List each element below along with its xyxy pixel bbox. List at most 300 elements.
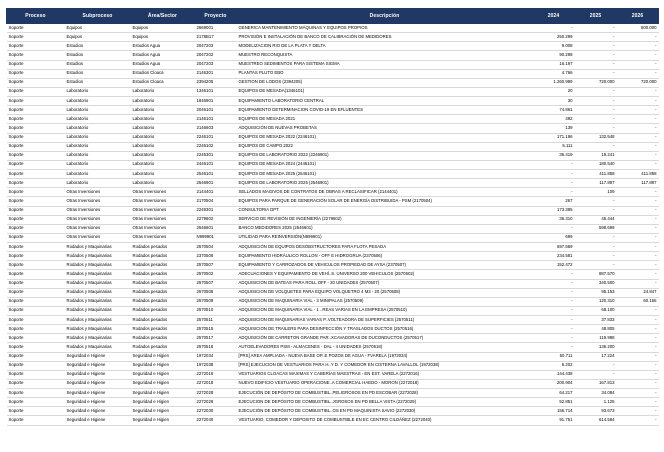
cell-proceso[interactable]: Soporte <box>7 206 65 215</box>
cell-proyecto[interactable]: 2170504 <box>195 197 237 206</box>
cell-2025[interactable]: 598.699 <box>575 224 617 233</box>
cell-2024[interactable]: 171.196 <box>533 133 575 142</box>
cell-area[interactable]: Seguridad e Higien <box>131 370 195 379</box>
table-row[interactable] <box>7 352 659 361</box>
cell-2025[interactable]: - <box>575 69 617 78</box>
cell-2026[interactable]: - <box>617 306 659 315</box>
cell-area[interactable]: Otras Inversiones <box>131 197 195 206</box>
cell-subproceso[interactable]: Rodados y Maquinarias <box>65 334 131 343</box>
cell-proceso[interactable]: Soporte <box>7 325 65 334</box>
cell-2026[interactable]: 117.897 <box>617 179 659 188</box>
cell-proyecto[interactable]: 2570507 <box>195 261 237 270</box>
cell-descripcion[interactable]: EQUIPOS PARA PARQUE DE GENERACIÓN SOLAR DE ENERGÍA DISTRIBUIDA - PSM (2170504) <box>237 197 533 206</box>
table-row[interactable] <box>7 115 659 124</box>
cell-proyecto[interactable]: 2249301 <box>195 206 237 215</box>
cell-proceso[interactable]: Soporte <box>7 151 65 160</box>
cell-2025[interactable]: 19.241 <box>575 151 617 160</box>
cell-area[interactable]: Rodados pesados <box>131 270 195 279</box>
cell-subproceso[interactable]: Seguridad e Higiene <box>65 361 131 370</box>
cell-2024[interactable]: - <box>533 334 575 343</box>
table-row[interactable] <box>7 252 659 261</box>
cell-proyecto[interactable]: 2570515 <box>195 325 237 334</box>
cell-2025[interactable]: - <box>575 124 617 133</box>
cell-2025[interactable]: - <box>575 233 617 242</box>
cell-descripcion[interactable]: [PRS] EJECUCION DE VESTUARIOS PARA H..Y D. Y COMEDOR EN CISTERNA LAVALLOL (1972038) <box>237 361 533 370</box>
cell-proceso[interactable]: Soporte <box>7 69 65 78</box>
cell-area[interactable]: Laboratorio <box>131 160 195 169</box>
cell-2025[interactable]: 167.813 <box>575 379 617 388</box>
cell-2024[interactable]: 30 <box>533 97 575 106</box>
table-row[interactable] <box>7 106 659 115</box>
cell-proceso[interactable]: Soporte <box>7 78 65 87</box>
cell-proyecto[interactable]: 2570517 <box>195 334 237 343</box>
table-row[interactable] <box>7 306 659 315</box>
cell-proceso[interactable]: Soporte <box>7 379 65 388</box>
cell-descripcion[interactable]: EQUIPOS DE MESADA 2024 (2446101) <box>237 160 533 169</box>
cell-proceso[interactable]: Soporte <box>7 124 65 133</box>
cell-2025[interactable]: - <box>575 142 617 151</box>
cell-area[interactable]: Equipos <box>131 33 195 42</box>
cell-subproceso[interactable]: Laboratorio <box>65 106 131 115</box>
cell-proceso[interactable]: Soporte <box>7 42 65 51</box>
cell-subproceso[interactable]: Seguridad e Higiene <box>65 416 131 425</box>
cell-area[interactable]: Seguridad e Higien <box>131 416 195 425</box>
cell-area[interactable]: Estudios Agua <box>131 60 195 69</box>
table-row[interactable] <box>7 243 659 252</box>
cell-proceso[interactable]: Soporte <box>7 87 65 96</box>
cell-2025[interactable]: - <box>575 197 617 206</box>
cell-proceso[interactable]: Soporte <box>7 279 65 288</box>
cell-2026[interactable]: - <box>617 206 659 215</box>
cell-proyecto[interactable]: 2272016 <box>195 370 237 379</box>
cell-subproceso[interactable]: Laboratorio <box>65 97 131 106</box>
column-header-area[interactable]: Área/Sector <box>131 9 195 24</box>
cell-proyecto[interactable]: 2246101 <box>195 133 237 142</box>
cell-proceso[interactable]: Soporte <box>7 398 65 407</box>
cell-subproceso[interactable]: Laboratorio <box>65 124 131 133</box>
cell-proyecto[interactable]: 1972034 <box>195 352 237 361</box>
cell-2025[interactable]: 37.833 <box>575 316 617 325</box>
cell-2025[interactable]: 68.100 <box>575 306 617 315</box>
cell-2025[interactable]: - <box>575 87 617 96</box>
cell-subproceso[interactable]: Estudios <box>65 78 131 87</box>
cell-area[interactable]: Seguridad e Higien <box>131 389 195 398</box>
table-row[interactable] <box>7 270 659 279</box>
table-row[interactable] <box>7 124 659 133</box>
cell-2024[interactable]: 492 <box>533 115 575 124</box>
cell-subproceso[interactable]: Laboratorio <box>65 170 131 179</box>
cell-proyecto[interactable]: 2272040 <box>195 416 237 425</box>
cell-2026[interactable]: - <box>617 115 659 124</box>
cell-2024[interactable]: - <box>533 24 575 33</box>
cell-subproceso[interactable]: Rodados y Maquinarias <box>65 270 131 279</box>
cell-2026[interactable]: - <box>617 352 659 361</box>
cell-area[interactable]: Rodados pesados <box>131 252 195 261</box>
cell-2024[interactable]: 250.299 <box>533 33 575 42</box>
cell-proceso[interactable]: Soporte <box>7 334 65 343</box>
cell-subproceso[interactable]: Rodados y Maquinarias <box>65 243 131 252</box>
cell-area[interactable]: Rodados pesados <box>131 279 195 288</box>
cell-area[interactable]: Otras Inversiones <box>131 215 195 224</box>
cell-descripcion[interactable]: ADQUISICION DE TRAILERS PARA DESINFECCIÓN Y TRASLADOS DUCTOS (2570516) <box>237 325 533 334</box>
cell-descripcion[interactable]: MUESTRO RECONQUISTA <box>237 51 533 60</box>
cell-descripcion[interactable]: ADQUISICIÓN DE CARRETON GRANDE PAR..XCAVADORAS DE DUCONDUCTOS (2570517) <box>237 334 533 343</box>
cell-proceso[interactable]: Soporte <box>7 416 65 425</box>
cell-subproceso[interactable]: Laboratorio <box>65 133 131 142</box>
cell-proyecto[interactable]: 2146603 <box>195 124 237 133</box>
cell-2026[interactable]: - <box>617 325 659 334</box>
cell-area[interactable]: Seguridad e Higien <box>131 398 195 407</box>
cell-area[interactable]: Laboratorio <box>131 142 195 151</box>
cell-2024[interactable]: 5.111 <box>533 142 575 151</box>
cell-proyecto[interactable]: 2546101 <box>195 170 237 179</box>
table-row[interactable] <box>7 224 659 233</box>
cell-proceso[interactable]: Soporte <box>7 343 65 352</box>
cell-2025[interactable]: 411.858 <box>575 170 617 179</box>
cell-2024[interactable]: - <box>533 179 575 188</box>
cell-area[interactable]: Rodados pesados <box>131 306 195 315</box>
cell-2025[interactable]: - <box>575 206 617 215</box>
cell-2026[interactable]: - <box>617 69 659 78</box>
cell-area[interactable]: Laboratorio <box>131 124 195 133</box>
column-header-subproceso[interactable]: Subproceso <box>65 9 131 24</box>
cell-2024[interactable]: - <box>533 188 575 197</box>
cell-area[interactable]: Laboratorio <box>131 151 195 160</box>
cell-subproceso[interactable]: Rodados y Maquinarias <box>65 343 131 352</box>
cell-proceso[interactable]: Soporte <box>7 352 65 361</box>
cell-descripcion[interactable]: PLANTAS PLUTO EBO <box>237 69 533 78</box>
cell-2024[interactable]: - <box>533 316 575 325</box>
cell-subproceso[interactable]: Rodados y Maquinarias <box>65 306 131 315</box>
cell-area[interactable]: Laboratorio <box>131 133 195 142</box>
cell-subproceso[interactable]: Otras Inversiones <box>65 224 131 233</box>
cell-proceso[interactable]: Soporte <box>7 170 65 179</box>
cell-proceso[interactable]: Soporte <box>7 115 65 124</box>
table-row[interactable] <box>7 288 659 297</box>
cell-subproceso[interactable]: Seguridad e Higiene <box>65 352 131 361</box>
table-row[interactable] <box>7 133 659 142</box>
cell-subproceso[interactable]: Estudios <box>65 51 131 60</box>
cell-area[interactable]: Otras Inversiones <box>131 206 195 215</box>
cell-2026[interactable]: - <box>617 224 659 233</box>
cell-descripcion[interactable]: EQUIPOS DE LABORATORIO 2025 (2546901) <box>237 179 533 188</box>
cell-area[interactable]: Laboratorio <box>131 115 195 124</box>
cell-subproceso[interactable]: Rodados y Maquinarias <box>65 288 131 297</box>
cell-descripcion[interactable]: ADQUISICIÓN DE NUEVAS PROBETAS <box>237 124 533 133</box>
cell-proyecto[interactable]: 2272028 <box>195 389 237 398</box>
cell-descripcion[interactable]: EQUIPAMIENTO Y CARROZADOS DE VEHICULOS PROPIEDAD DE AYSA (2370507) <box>237 261 533 270</box>
cell-subproceso[interactable]: Rodados y Maquinarias <box>65 252 131 261</box>
cell-2026[interactable]: - <box>617 370 659 379</box>
cell-proyecto[interactable]: 2370506 <box>195 252 237 261</box>
cell-subproceso[interactable]: Estudios <box>65 69 131 78</box>
cell-2025[interactable]: - <box>575 24 617 33</box>
table-row[interactable] <box>7 379 659 388</box>
cell-area[interactable]: Rodados pesados <box>131 316 195 325</box>
cell-2024[interactable]: 1.260.999 <box>533 78 575 87</box>
cell-2024[interactable]: 267 <box>533 197 575 206</box>
cell-descripcion[interactable]: SELLADOS MAGIVOS DE CONTRATOS DE OBRAS A RECLASIFICAR (2144401) <box>237 188 533 197</box>
cell-area[interactable]: Laboratorio <box>131 97 195 106</box>
cell-descripcion[interactable]: EJECUCIÓN DE DEPÓSITO DE COMBUSTIBL..OS EN PD MAQUINISTA SAVIO (2272030) <box>237 407 533 416</box>
table-row[interactable] <box>7 24 659 33</box>
cell-subproceso[interactable]: Laboratorio <box>65 87 131 96</box>
cell-2026[interactable]: - <box>617 160 659 169</box>
column-header-2024[interactable]: 2024 <box>533 9 575 24</box>
cell-proyecto[interactable]: 2546601 <box>195 224 237 233</box>
cell-proceso[interactable]: Soporte <box>7 197 65 206</box>
cell-2025[interactable]: 132.548 <box>575 133 617 142</box>
table-row[interactable] <box>7 389 659 398</box>
cell-2026[interactable]: - <box>617 197 659 206</box>
table-row[interactable] <box>7 279 659 288</box>
cell-proyecto[interactable]: 2279602 <box>195 215 237 224</box>
cell-2025[interactable]: 17.224 <box>575 352 617 361</box>
cell-2025[interactable]: 48.805 <box>575 325 617 334</box>
cell-descripcion[interactable]: [PRS] AREA AMPLIADA - NUEVA BASE OP..E POZOS DE AGUA - FVARELA (1972034) <box>237 352 533 361</box>
cell-descripcion[interactable]: ADQUISICION DE VOLQUETES PARA EQUIPO VOLQUETRO 4 M3 - 20 (2570508) <box>237 288 533 297</box>
table-row[interactable] <box>7 206 659 215</box>
cell-area[interactable]: Rodados pesados <box>131 288 195 297</box>
cell-2024[interactable]: 699 <box>533 233 575 242</box>
cell-descripcion[interactable]: PROVISIÓN E INSTALACIÓN DE BANCO DE CALIBRACIÓN DE MEDIDORES <box>237 33 533 42</box>
cell-2025[interactable]: 95.153 <box>575 288 617 297</box>
cell-proyecto[interactable]: 1972038 <box>195 361 237 370</box>
cell-proceso[interactable]: Soporte <box>7 270 65 279</box>
cell-2025[interactable]: 46.444 <box>575 215 617 224</box>
cell-subproceso[interactable]: Otras Inversiones <box>65 197 131 206</box>
cell-area[interactable]: Equipos <box>131 24 195 33</box>
table-row[interactable] <box>7 197 659 206</box>
cell-2024[interactable]: 52.851 <box>533 398 575 407</box>
cell-proceso[interactable]: Soporte <box>7 142 65 151</box>
table-row[interactable] <box>7 142 659 151</box>
cell-2024[interactable]: 173.395 <box>533 206 575 215</box>
cell-2024[interactable]: 9.008 <box>533 42 575 51</box>
cell-2026[interactable]: - <box>617 188 659 197</box>
cell-2026[interactable]: - <box>617 270 659 279</box>
cell-2026[interactable]: - <box>617 279 659 288</box>
table-row[interactable] <box>7 316 659 325</box>
cell-proceso[interactable]: Soporte <box>7 297 65 306</box>
cell-area[interactable]: Estudios Agua <box>131 42 195 51</box>
cell-subproceso[interactable]: Seguridad e Higiene <box>65 389 131 398</box>
cell-area[interactable]: Laboratorio <box>131 87 195 96</box>
cell-2024[interactable]: - <box>533 288 575 297</box>
table-row[interactable] <box>7 361 659 370</box>
cell-subproceso[interactable]: Seguridad e Higiene <box>65 379 131 388</box>
cell-2024[interactable]: 144.438 <box>533 370 575 379</box>
cell-2025[interactable]: - <box>575 361 617 370</box>
cell-subproceso[interactable]: Otras Inversiones <box>65 233 131 242</box>
cell-subproceso[interactable]: Seguridad e Higiene <box>65 398 131 407</box>
cell-2026[interactable]: - <box>617 243 659 252</box>
cell-proyecto[interactable]: 2047203 <box>195 60 237 69</box>
table-row[interactable] <box>7 261 659 270</box>
cell-proceso[interactable]: Soporte <box>7 233 65 242</box>
cell-area[interactable]: Rodados pesados <box>131 334 195 343</box>
cell-proceso[interactable]: Soporte <box>7 370 65 379</box>
cell-2024[interactable]: 16.197 <box>533 60 575 69</box>
cell-subproceso[interactable]: Rodados y Maquinarias <box>65 261 131 270</box>
cell-2025[interactable]: - <box>575 51 617 60</box>
table-row[interactable] <box>7 215 659 224</box>
cell-2026[interactable]: - <box>617 233 659 242</box>
cell-2024[interactable]: 139 <box>533 124 575 133</box>
cell-area[interactable]: Estudios Agua <box>131 51 195 60</box>
cell-proyecto[interactable]: 2570507 <box>195 279 237 288</box>
cell-subproceso[interactable]: Laboratorio <box>65 142 131 151</box>
column-header-proceso[interactable]: Proceso <box>7 9 65 24</box>
cell-2024[interactable]: - <box>533 343 575 352</box>
cell-descripcion[interactable]: EQUIPOS DE MESADA(1346101) <box>237 87 533 96</box>
cell-2025[interactable]: 136.200 <box>575 343 617 352</box>
cell-proyecto[interactable]: 2546901 <box>195 179 237 188</box>
cell-2026[interactable]: - <box>617 133 659 142</box>
cell-2026[interactable]: - <box>617 215 659 224</box>
column-header-proyecto[interactable]: Proyecto <box>195 9 237 24</box>
table-row[interactable] <box>7 151 659 160</box>
cell-proyecto[interactable]: 2272018 <box>195 379 237 388</box>
cell-area[interactable]: Laboratorio <box>131 106 195 115</box>
cell-proyecto[interactable]: 2146101 <box>195 115 237 124</box>
cell-2026[interactable]: 500.000 <box>617 24 659 33</box>
cell-proceso[interactable]: Soporte <box>7 133 65 142</box>
cell-proceso[interactable]: Soporte <box>7 261 65 270</box>
cell-2024[interactable]: - <box>533 325 575 334</box>
cell-proceso[interactable]: Soporte <box>7 215 65 224</box>
cell-proyecto[interactable]: 2246102 <box>195 142 237 151</box>
cell-proceso[interactable]: Soporte <box>7 24 65 33</box>
table-row[interactable] <box>7 33 659 42</box>
cell-descripcion[interactable]: VESTUARIOS CLOACAS MAXIMAS Y CABERÍAS MAESTRAS - EN EST. VARELA (2272016) <box>237 370 533 379</box>
cell-descripcion[interactable]: CONSULTORIA DPT <box>237 206 533 215</box>
cell-2024[interactable]: 91.751 <box>533 416 575 425</box>
cell-proceso[interactable]: Soporte <box>7 389 65 398</box>
cell-descripcion[interactable]: ADQUISICION DE MAQUINARIAS VARIAS P..VOLTEADORA DE SUPERFICIES (2570511) <box>237 316 533 325</box>
cell-proceso[interactable]: Soporte <box>7 224 65 233</box>
cell-2024[interactable]: - <box>533 279 575 288</box>
cell-proyecto[interactable]: 2446101 <box>195 160 237 169</box>
cell-2026[interactable]: - <box>617 60 659 69</box>
cell-2026[interactable]: 411.858 <box>617 170 659 179</box>
cell-2024[interactable]: 90.298 <box>533 51 575 60</box>
cell-proceso[interactable]: Soporte <box>7 188 65 197</box>
cell-proyecto[interactable]: 2570502 <box>195 270 237 279</box>
cell-proyecto[interactable]: N999901 <box>195 233 237 242</box>
cell-subproceso[interactable]: Rodados y Maquinarias <box>65 297 131 306</box>
cell-descripcion[interactable]: EQUIPOS DE CAMPO 2022 <box>237 142 533 151</box>
cell-2026[interactable]: 24.847 <box>617 288 659 297</box>
cell-area[interactable]: Rodados pesados <box>131 243 195 252</box>
cell-subproceso[interactable]: Equipos <box>65 24 131 33</box>
cell-2025[interactable]: - <box>575 33 617 42</box>
cell-subproceso[interactable]: Laboratorio <box>65 115 131 124</box>
cell-2024[interactable]: 74.861 <box>533 106 575 115</box>
cell-2025[interactable]: - <box>575 261 617 270</box>
cell-proyecto[interactable]: 2394205 <box>195 78 237 87</box>
cell-2024[interactable]: 50.711 <box>533 352 575 361</box>
cell-2026[interactable]: - <box>617 379 659 388</box>
cell-2024[interactable]: 4.766 <box>533 69 575 78</box>
cell-2024[interactable]: - <box>533 297 575 306</box>
table-row[interactable] <box>7 325 659 334</box>
cell-descripcion[interactable]: EJECUCION DE DEPÓSITO DE COMBUSTIBL..JGROSOS EN PD BELLA VISTA (2272029) <box>237 398 533 407</box>
cell-2026[interactable]: - <box>617 316 659 325</box>
cell-2026[interactable]: - <box>617 389 659 398</box>
cell-proyecto[interactable]: 2047203 <box>195 42 237 51</box>
table-row[interactable] <box>7 87 659 96</box>
cell-2026[interactable]: 720.000 <box>617 78 659 87</box>
cell-2026[interactable]: - <box>617 261 659 270</box>
cell-proceso[interactable]: Soporte <box>7 288 65 297</box>
cell-subproceso[interactable]: Equipos <box>65 33 131 42</box>
cell-area[interactable]: Rodados pesados <box>131 297 195 306</box>
table-row[interactable] <box>7 297 659 306</box>
cell-2026[interactable]: - <box>617 151 659 160</box>
cell-2025[interactable]: 117.897 <box>575 179 617 188</box>
table-row[interactable] <box>7 416 659 425</box>
cell-descripcion[interactable]: ADECUACIONES Y EQUIPAMIENTO DE VEHÍ..S. UNIVERSO 200 VEHICULOS (2570502) <box>237 270 533 279</box>
table-row[interactable] <box>7 51 659 60</box>
cell-proceso[interactable]: Soporte <box>7 316 65 325</box>
cell-2025[interactable]: 887.570 <box>575 270 617 279</box>
cell-proceso[interactable]: Soporte <box>7 243 65 252</box>
cell-proyecto[interactable]: 2178B17 <box>195 33 237 42</box>
cell-2026[interactable]: - <box>617 343 659 352</box>
cell-2026[interactable]: - <box>617 361 659 370</box>
cell-proyecto[interactable]: 2272030 <box>195 407 237 416</box>
cell-proceso[interactable]: Soporte <box>7 407 65 416</box>
cell-area[interactable]: Otras Inversiones <box>131 233 195 242</box>
cell-2025[interactable]: - <box>575 42 617 51</box>
cell-descripcion[interactable]: ADQUISICIÓN DE EQUIPOS DESOBSTRUCTORES PARA FLOTA PESADA <box>237 243 533 252</box>
cell-2024[interactable]: 156.714 <box>533 407 575 416</box>
cell-descripcion[interactable]: EQUIPOS DE MESADA 2022 (2246101) <box>237 133 533 142</box>
cell-2024[interactable]: 234.581 <box>533 252 575 261</box>
cell-proyecto[interactable]: 2047202 <box>195 51 237 60</box>
cell-descripcion[interactable]: GESTION DE LODOS (2394205) <box>237 78 533 87</box>
cell-2025[interactable]: - <box>575 97 617 106</box>
cell-proceso[interactable]: Soporte <box>7 252 65 261</box>
cell-2025[interactable]: 1.125 <box>575 398 617 407</box>
cell-subproceso[interactable]: Estudios <box>65 42 131 51</box>
cell-2024[interactable]: 64.217 <box>533 389 575 398</box>
cell-area[interactable]: Rodados pesados <box>131 261 195 270</box>
cell-area[interactable]: Seguridad e Higien <box>131 379 195 388</box>
cell-2024[interactable]: 36.310 <box>533 215 575 224</box>
cell-descripcion[interactable]: VESTUARIO, COMEDOR Y DEPOSITO DE COMBUSTIBLE EN EC CENTRO CILDÁÑEZ (2272040) <box>237 416 533 425</box>
cell-2025[interactable]: 119.988 <box>575 334 617 343</box>
cell-proyecto[interactable]: 2144401 <box>195 188 237 197</box>
cell-proyecto[interactable]: 1346101 <box>195 87 237 96</box>
cell-proceso[interactable]: Soporte <box>7 106 65 115</box>
table-row[interactable] <box>7 343 659 352</box>
cell-2025[interactable]: 109 <box>575 188 617 197</box>
cell-2024[interactable]: - <box>533 170 575 179</box>
cell-proyecto[interactable]: 2570504 <box>195 243 237 252</box>
cell-descripcion[interactable]: EQUIPOS DE MESADA 2025 (2546101) <box>237 170 533 179</box>
cell-2026[interactable]: - <box>617 124 659 133</box>
cell-descripcion[interactable]: MUESTREO SEDIMENTOS PARA SISTEMA SIGMA <box>237 60 533 69</box>
cell-area[interactable]: Rodados pesados <box>131 325 195 334</box>
cell-area[interactable]: Otras Inversiones <box>131 224 195 233</box>
table-row[interactable] <box>7 334 659 343</box>
cell-descripcion[interactable]: ADQUISICION DE BATEAS PARA ROLL OFF - 20 UNIDADES (2570507) <box>237 279 533 288</box>
cell-2026[interactable]: - <box>617 87 659 96</box>
cell-descripcion[interactable]: BANCO MEDIDORES 2025 (2546601) <box>237 224 533 233</box>
column-header-2025[interactable]: 2025 <box>575 9 617 24</box>
